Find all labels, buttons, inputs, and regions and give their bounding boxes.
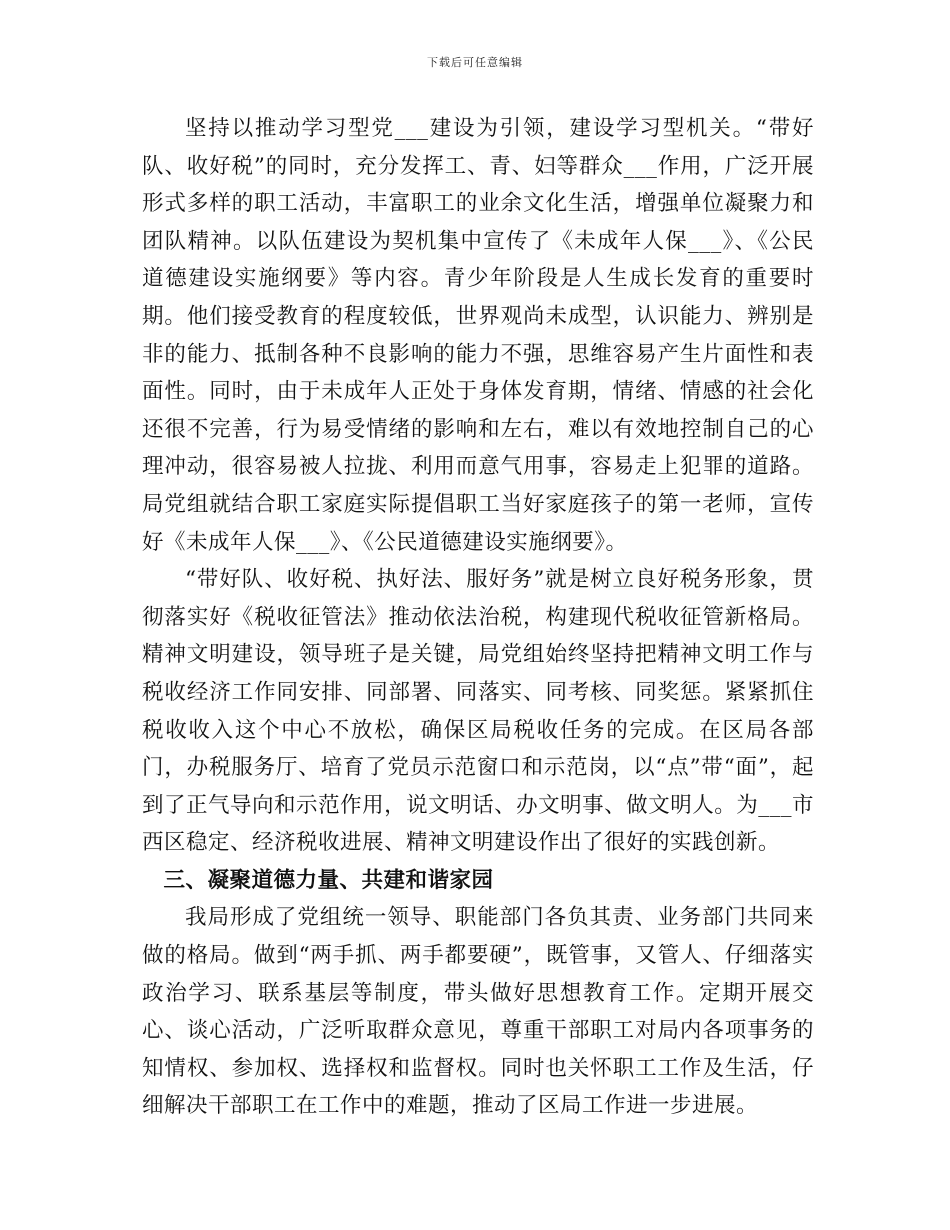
paragraph-3: 我局形成了党组统一领导、职能部门各负其责、业务部门共同来做的格局。做到“两手抓、两手都要硬”，既管事，又管人、仔细落实政治学习、联系基层等制度，带头做好思想教育工作。定期开展交心、谈心活动，广泛听取群众意见，尊重干部职工对局内各项事务的知情权、参加权、选择权和监督权。同时也关怀职工工作及生活，仔细解决干部职工在工作中的难题，推动了区局工作进一步进展。: [142, 905, 814, 1119]
document-body: [142, 110, 814, 1125]
section-heading-3: 三、凝聚道德力量、共建和谐家园: [163, 867, 494, 893]
header-note: 下载后可任意编辑: [427, 56, 523, 69]
paragraph-2: “带好队、收好税、执好法、服好务”就是树立良好税务形象，贯彻落实好《税收征管法》推动依法治税，构建现代税收征管新格局。精神文明建设，领导班子是关键，局党组始终坚持把精神文明工作与税收经济工作同安排、同部署、同落实、同考核、同奖惩。紧紧抓住税收收入这个中心不放松，确保区局税收任务的完成。在区局各部门，办税服务厅、培育了党员示范窗口和示范岗，以“点”带“面”，起到了正气导向和示范作用，说文明话、办文明事、做文明人。为___市西区稳定、经济税收进展、精神文明建设作出了很好的实践创新。: [142, 567, 814, 856]
paragraph-1: 坚持以推动学习型党___建设为引领，建设学习型机关。“带好队、收好税”的同时，充分发挥工、青、妇等群众___作用，广泛开展形式多样的职工活动，丰富职工的业余文化生活，增强单位凝聚力和团队精神。以队伍建设为契机集中宣传了《未成年人保___》、《公民道德建设实施纲要》等内容。青少年阶段是人生成长发育的重要时期。他们接受教育的程度较低，世界观尚未成型，认识能力、辨别是非的能力、抵制各种不良影响的能力不强，思维容易产生片面性和表面性。同时，由于未成年人正处于身体发育期，情绪、情感的社会化还很不完善，行为易受情绪的影响和左右，难以有效地控制自己的心理冲动，很容易被人拉拢、利用而意气用事，容易走上犯罪的道路。局党组就结合职工家庭实际提倡职工当好家庭孩子的第一老师，宣传好《未成年人保___》、《公民道德建设实施纲要》。: [142, 116, 814, 555]
